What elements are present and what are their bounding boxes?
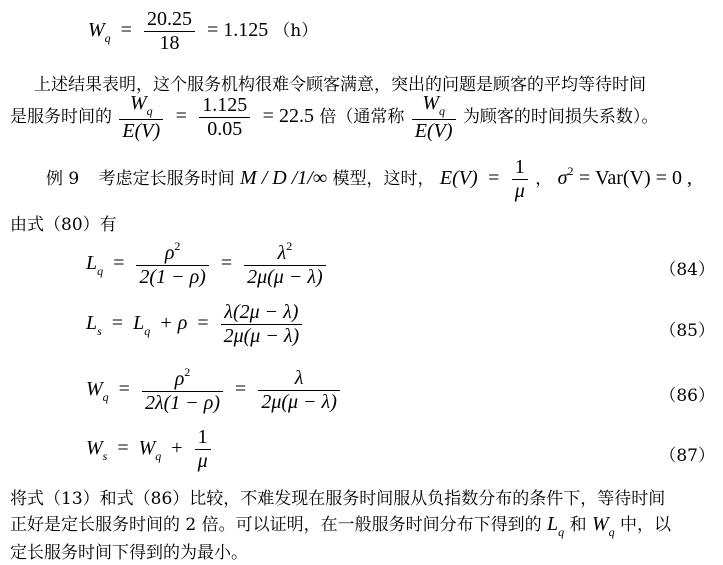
fraction-wq-over-ev (119, 92, 163, 143)
sigma-symbol: σ (557, 167, 568, 189)
fraction-numerator-exponent: 2 (174, 239, 181, 253)
fraction-1-125-over-0-05 (199, 94, 250, 141)
example-label: 例 9 (46, 169, 80, 189)
fraction-numerator: λ (258, 367, 340, 391)
fraction-denominator: 2(1 − ρ) (139, 266, 206, 288)
paragraph-result-line-1: 上述结果表明，这个服务机构很难令顾客满意，突出的问题是顾客的平均等待时间 (34, 75, 646, 95)
ratio-value: 22.5 (278, 104, 314, 127)
paragraph-comparison-line-2 (10, 510, 723, 540)
fraction-numerator: ρ (174, 368, 185, 390)
example-9-line: 例 9 考虑定长服务时间 M / D /1/∞ 模型，这时， E(V) = $\frac{1}{\mu}$ ， $\sigma^2 = Var(V) = 0$ , (46, 156, 692, 202)
lq-symbol: L (547, 513, 559, 535)
wq-subscript: q (104, 31, 111, 46)
fraction-rho-squared (136, 240, 208, 289)
fraction-1-over-mu (195, 426, 211, 473)
fraction-denominator: 2μ(μ − λ) (261, 391, 337, 413)
equation-number-87: （87） (659, 446, 715, 466)
text-and: 和 (569, 515, 587, 535)
lq-subscript: q (144, 324, 151, 339)
example-line-b: 由式（80）有 (10, 215, 117, 235)
wq-symbol: W (591, 513, 609, 535)
fraction-denominator: 2λ(1 − ρ) (144, 392, 221, 414)
fraction-numerator: 1 (195, 426, 211, 450)
example-text-b: 模型，这时， (332, 169, 435, 189)
example-text-a: 考虑定长服务时间 (98, 169, 235, 189)
fraction-denominator: 2μ(μ − λ) (247, 266, 323, 288)
fraction-denominator: 18 (159, 32, 180, 54)
plus-sign: + (171, 437, 183, 460)
ws-subscript: s (102, 449, 108, 464)
model-notation: M / D /1/∞ (240, 167, 328, 189)
paragraph-comparison-line-3: 定长服务时间下得到的为最小。 (10, 543, 248, 563)
fraction-denominator: E(V) (414, 119, 453, 142)
fraction-20-25-over-18 (144, 8, 195, 55)
fraction-numerator-exponent: 2 (286, 239, 293, 253)
text-prefix: 是服务时间的 (10, 106, 112, 127)
fraction-numerator: ρ (164, 242, 175, 264)
fraction-ls (221, 301, 303, 348)
wq-subscript: q (102, 390, 109, 405)
fraction-numerator-exponent: 2 (184, 365, 191, 379)
fraction-rho-squared-lambda (142, 366, 223, 415)
sigma-exponent: 2 (567, 164, 574, 178)
fraction-denominator: μ (514, 180, 525, 202)
fraction-denominator: 0.05 (207, 117, 243, 140)
ws-symbol: W (86, 437, 103, 460)
fraction-lambda-squared (244, 240, 326, 289)
equation-86: $W_q$ = $\frac{\rho^2}{2\lambda(1 - \rho)}$ = $\frac{\lambda}{2\mu(\mu - \lambda)}$ (86, 366, 723, 415)
lq-subscript: q (558, 525, 565, 539)
plus-rho: + ρ (159, 312, 188, 335)
wq-symbol: W (88, 19, 105, 42)
fraction-numerator-subscript: q (438, 104, 445, 118)
fraction-denominator: μ (197, 450, 208, 472)
fraction-denominator: 2μ(μ − λ) (223, 325, 300, 347)
wq-subscript: q (608, 525, 615, 539)
wq-result: 1.125 (223, 19, 269, 42)
equation-number-85: （85） (659, 321, 715, 341)
equation-number-86: （86） (659, 386, 715, 406)
text-suffix: 中，以 (620, 515, 672, 535)
paragraph-result-line-2: 是服务时间的 $\frac{W_q}{E(V)}$ = $\frac{1.125}{0.05}$ = 22.5 倍（通常称 $\frac{W_q}{E(V)}$ 为顾客的时间损失系数）。 (10, 92, 659, 142)
equation-number-84: （84） (659, 260, 715, 280)
fraction-numerator: W (422, 92, 439, 114)
lq-symbol: L (86, 252, 98, 275)
ls-symbol: L (86, 312, 98, 335)
paragraph-comparison-line-1: 将式（13）和式（86）比较，不难发现在服务时间服从负指数分布的条件下，等待时间 (10, 489, 666, 509)
fraction-numerator: 1 (512, 156, 528, 180)
fraction-numerator: 20.25 (144, 8, 195, 32)
equation-84: $L_q$ = $\frac{\rho^2}{2(1 - \rho)}$ = $\frac{\lambda^2}{2\mu(\mu - \lambda)}$ (86, 240, 723, 289)
text-mid: 倍（通常称 (319, 106, 405, 127)
fraction-lambda (258, 367, 340, 414)
lq-symbol: L (133, 312, 145, 335)
unit-hours: （h） (273, 21, 319, 42)
wq-symbol: W (86, 378, 103, 401)
wq-subscript: q (155, 449, 162, 464)
wq-symbol: W (138, 437, 156, 460)
fraction-wq-over-ev-2 (412, 92, 456, 143)
equation-87: $W_s = W_q$ + $\frac{1}{\mu}$ (86, 426, 723, 473)
fraction-numerator: 1.125 (199, 94, 250, 118)
fraction-numerator: λ(2μ − λ) (221, 301, 303, 325)
fraction-1-over-mu (512, 156, 528, 203)
fraction-numerator: W (129, 92, 147, 114)
text-prefix: 正好是定长服务时间的 2 倍。可以证明，在一般服务时间分布下得到的 (10, 515, 542, 535)
fraction-denominator: E(V) (122, 119, 161, 142)
equation-wq-value: $W_q$ = $\frac{20.25}{18}$ = 1.125 （h） (88, 8, 319, 54)
ev-symbol: E(V) (439, 167, 478, 189)
fraction-numerator: λ (277, 242, 287, 264)
lq-subscript: q (97, 264, 104, 279)
text-suffix: 为顾客的时间损失系数）。 (462, 106, 659, 127)
fraction-numerator-subscript: q (146, 104, 153, 118)
variance-expression: = Var(V) = 0 , (578, 167, 692, 189)
ls-subscript: s (97, 324, 102, 339)
equation-85: $L_s = L_q + \rho$ = $\frac{\lambda(2\mu - \lambda)}{2\mu(\mu - \lambda)}$ (86, 301, 723, 348)
